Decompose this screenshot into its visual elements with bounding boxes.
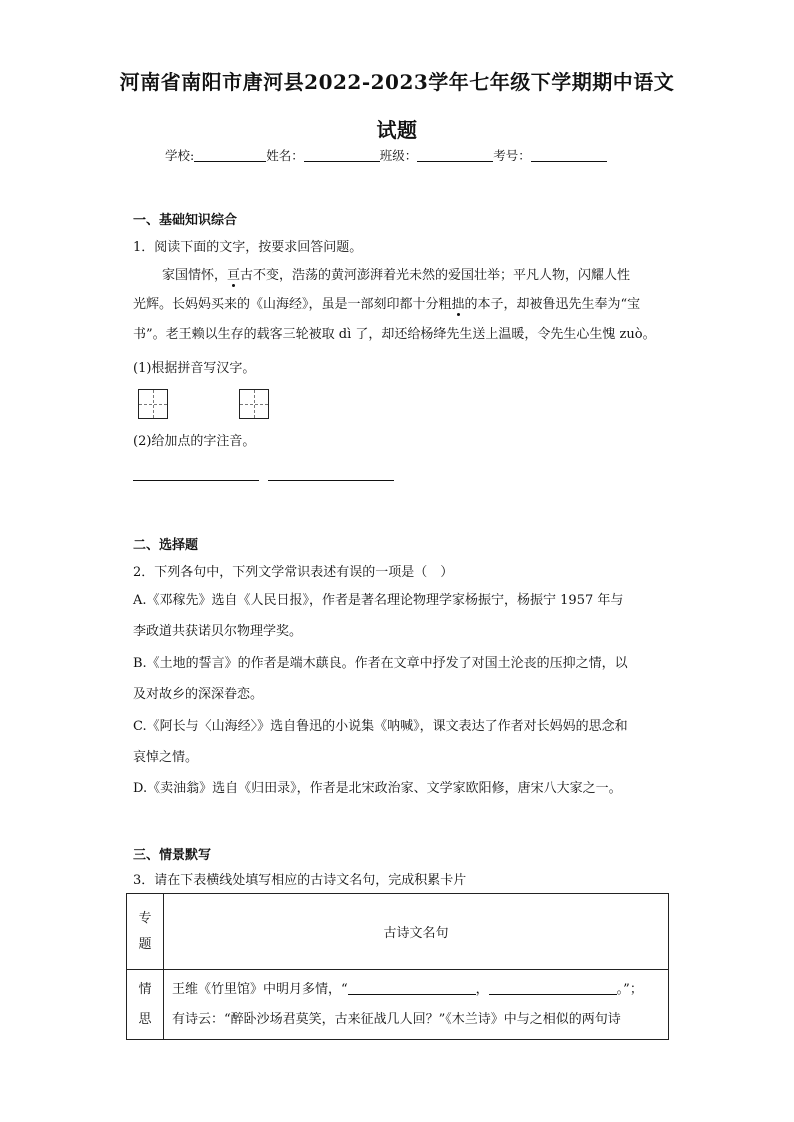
tianzige-box-1[interactable] <box>138 389 168 419</box>
question-2-prompt: 2．下列各句中，下列文学常识表述有误的一项是（ ） <box>133 565 454 580</box>
passage-text: 光辉。长妈妈买来的《山海经》，虽是一部刻印都十分粗 <box>133 297 452 312</box>
section-heading-1: 一、基础知识综合 <box>133 213 238 228</box>
tianzige-box-2[interactable] <box>239 389 269 419</box>
name-blank[interactable] <box>304 149 380 162</box>
poem-line-1 <box>172 975 667 1005</box>
section-heading-3: 三、情景默写 <box>133 848 212 863</box>
page-title-line2: 试题 <box>376 118 418 142</box>
number-label: 考号： <box>493 148 531 163</box>
poem-blank-2[interactable] <box>489 982 617 995</box>
name-label: 姓名： <box>266 148 304 163</box>
topic-cell <box>127 970 164 1040</box>
poem-text: ， <box>475 981 489 997</box>
class-label: 班级： <box>379 148 418 163</box>
option-c-line-2: 哀悼之情。 <box>133 750 199 765</box>
page-title-line1: 河南省南阳市唐河县2022-2023学年七年级下学期期中语文 <box>119 70 675 94</box>
poem-text: 。”； <box>616 981 643 997</box>
passage-line-3: 书”。老王赖以生存的载客三轮被取 dì 了，却还给杨绛先生送上温暖，令先生心生愧 zuò。 <box>133 327 656 342</box>
poem-cell <box>164 970 669 1040</box>
passage-text: 的本子，却被鲁迅先生奉为“宝 <box>464 297 641 312</box>
option-b-line-1[interactable]: B.《土地的誓言》的作者是端木蕻良。作者在文章中抒发了对国土沦丧的压抑之情，以 <box>133 656 628 671</box>
option-b-line-2: 及对故乡的深深眷恋。 <box>133 687 264 702</box>
option-d-line[interactable]: D.《卖油翁》选自《归田录》，作者是北宋政治家、文学家欧阳修，唐宋八大家之一。 <box>133 781 622 796</box>
poem-blank-1[interactable] <box>348 982 476 995</box>
topic-char-2: 思 <box>138 1011 152 1027</box>
school-label: 学校: <box>165 148 195 163</box>
poem-header-cell: 古诗文名句 <box>164 894 669 970</box>
sub-question-2: (2)给加点的字注音。 <box>133 434 256 449</box>
topic-header-char-1: 专 <box>138 910 152 926</box>
topic-header-char-2: 题 <box>138 936 152 952</box>
sub-question-1: (1)根据拼音写汉字。 <box>133 361 256 376</box>
topic-header-cell <box>127 894 164 970</box>
passage-line-1 <box>162 264 630 283</box>
topic-char-1: 情 <box>138 981 152 997</box>
answer-line-2[interactable] <box>268 480 394 481</box>
option-a-line-2: 李政道共获诺贝尔物理学奖。 <box>133 624 303 639</box>
question-3-prompt: 3．请在下表横线处填写相应的古诗文名句，完成积累卡片 <box>133 873 467 888</box>
accumulation-card-table <box>126 893 669 1040</box>
passage-text: 家国情怀， <box>162 268 228 283</box>
class-blank[interactable] <box>417 149 493 162</box>
dotted-char-2: 拙 <box>451 297 465 312</box>
number-blank[interactable] <box>531 149 607 162</box>
poem-text: 王维《竹里馆》中明月多情，“ <box>172 981 348 997</box>
option-c-line-1[interactable]: C.《阿长与〈山海经〉》选自鲁迅的小说集《呐喊》，课文表达了作者对长妈妈的思念和 <box>133 719 628 734</box>
poem-line-2: 有诗云：“醉卧沙场君莫笑，古来征战几人回？”《木兰诗》中与之相似的两句诗 <box>172 1011 621 1027</box>
section-heading-2: 二、选择题 <box>133 538 199 553</box>
passage-line-2 <box>133 293 640 312</box>
passage-text: 古不变，浩荡的黄河澎湃着光未然的爱国壮举；平凡人物，闪耀人性 <box>240 268 631 283</box>
table-header-row <box>127 894 669 970</box>
school-blank[interactable] <box>194 149 266 162</box>
dotted-char-1: 亘 <box>227 268 241 283</box>
student-info <box>165 146 607 164</box>
option-a-line-1[interactable]: A.《邓稼先》选自《人民日报》，作者是著名理论物理学家杨振宁，杨振宁 1957 年与 <box>133 593 624 608</box>
table-row <box>127 970 669 1040</box>
answer-line-1[interactable] <box>133 480 259 481</box>
question-1-prompt: 1．阅读下面的文字，按要求回答问题。 <box>133 240 363 255</box>
